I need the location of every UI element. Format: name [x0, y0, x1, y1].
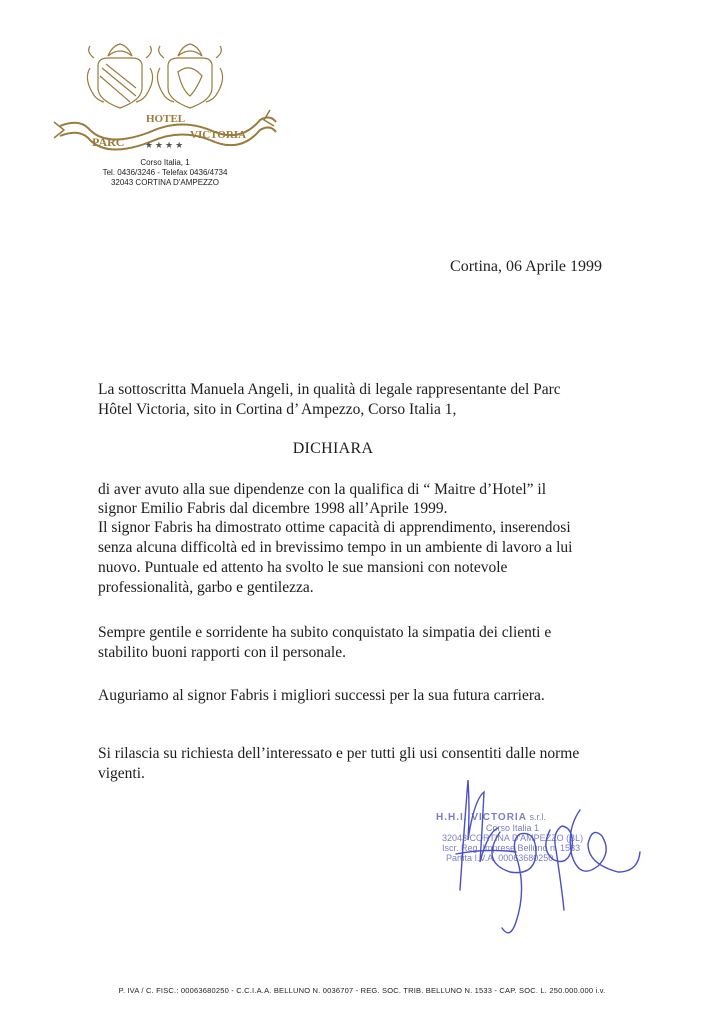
closing-line-2: vigenti. — [98, 765, 145, 782]
stamp-vat: Partita I.V.A. 00063680250 — [446, 853, 554, 863]
intro-line-1: La sottoscritta Manuela Angeli, in qualità di legale rappresentante del Parc — [98, 381, 561, 398]
body3-line-1: Auguriamo al signor Fabris i migliori successi per la sua futura carriera. — [98, 687, 545, 704]
closing-line-1: Si rilascia su richiesta dell’interessato e per tutti gli usi consentiti dalle norme — [98, 745, 580, 762]
stamp-city: 32043 CORTINA D'AMPEZZO (BL) — [442, 833, 584, 843]
body2-line-2: stabilito buoni rapporti con il personale. — [98, 644, 346, 661]
logo-word-hotel: HOTEL — [146, 113, 186, 125]
handwritten-signature — [420, 770, 650, 940]
signature-stamp-block — [420, 770, 650, 940]
letter-date: Cortina, 06 Aprile 1999 — [450, 258, 602, 275]
address-phone: Tel. 0436/3246 - Telefax 0436/4734 — [102, 168, 228, 177]
body-line-5: nuovo. Puntuale ed attento ha svolto le sue mansioni con notevole — [98, 559, 508, 576]
body-line-3: Il signor Fabris ha dimostrato ottime capacità di apprendimento, inserendosi — [98, 519, 571, 536]
address-street: Corso Italia, 1 — [140, 158, 190, 167]
intro-line-2: Hôtel Victoria, sito in Cortina d’ Ampezzo, Corso Italia 1, — [98, 401, 457, 418]
body-line-4: senza alcuna difficoltà ed in brevissimo tempo in un ambiente di lavoro a lui — [98, 539, 573, 556]
stamp-registry: Iscr. Reg. Imprese Belluno n. 1533 — [442, 843, 581, 853]
left-crest-icon — [87, 44, 152, 108]
letterhead — [50, 38, 280, 208]
body-line-6: professionalità, garbo e gentilezza. — [98, 579, 314, 596]
stamp-company-name: H.H.I. VICTORIA — [436, 812, 527, 823]
body-line-2: signor Emilio Fabris dal dicembre 1998 all’Aprile 1999. — [98, 500, 448, 517]
stamp-address: Corso Italia 1 — [486, 823, 540, 833]
right-crest-icon — [157, 44, 222, 108]
declaration-heading: DICHIARA — [292, 440, 374, 457]
company-footer: P. IVA / C. FISC.: 00063680250 - C.C.I.A.A. BELLUNO N. 0036707 - REG. SOC. TRIB. BELLUNO N. 1533 - CAP. SOC. L. 250.000.000 i.v. — [118, 986, 606, 995]
logo-word-victoria: VICTORIA — [190, 129, 247, 141]
stamp-company-suffix: s.r.l. — [529, 812, 546, 822]
body-line-1: di aver avuto alla sue dipendenze con la qualifica di “ Maitre d’Hotel” il — [98, 481, 547, 498]
address-city: 32043 CORTINA D'AMPEZZO — [110, 178, 220, 187]
hotel-stars: ★★★★ — [144, 140, 186, 150]
logo-word-parc: PARC — [92, 135, 125, 149]
body2-line-1: Sempre gentile e sorridente ha subito conquistato la simpatia dei clienti e — [98, 624, 552, 641]
